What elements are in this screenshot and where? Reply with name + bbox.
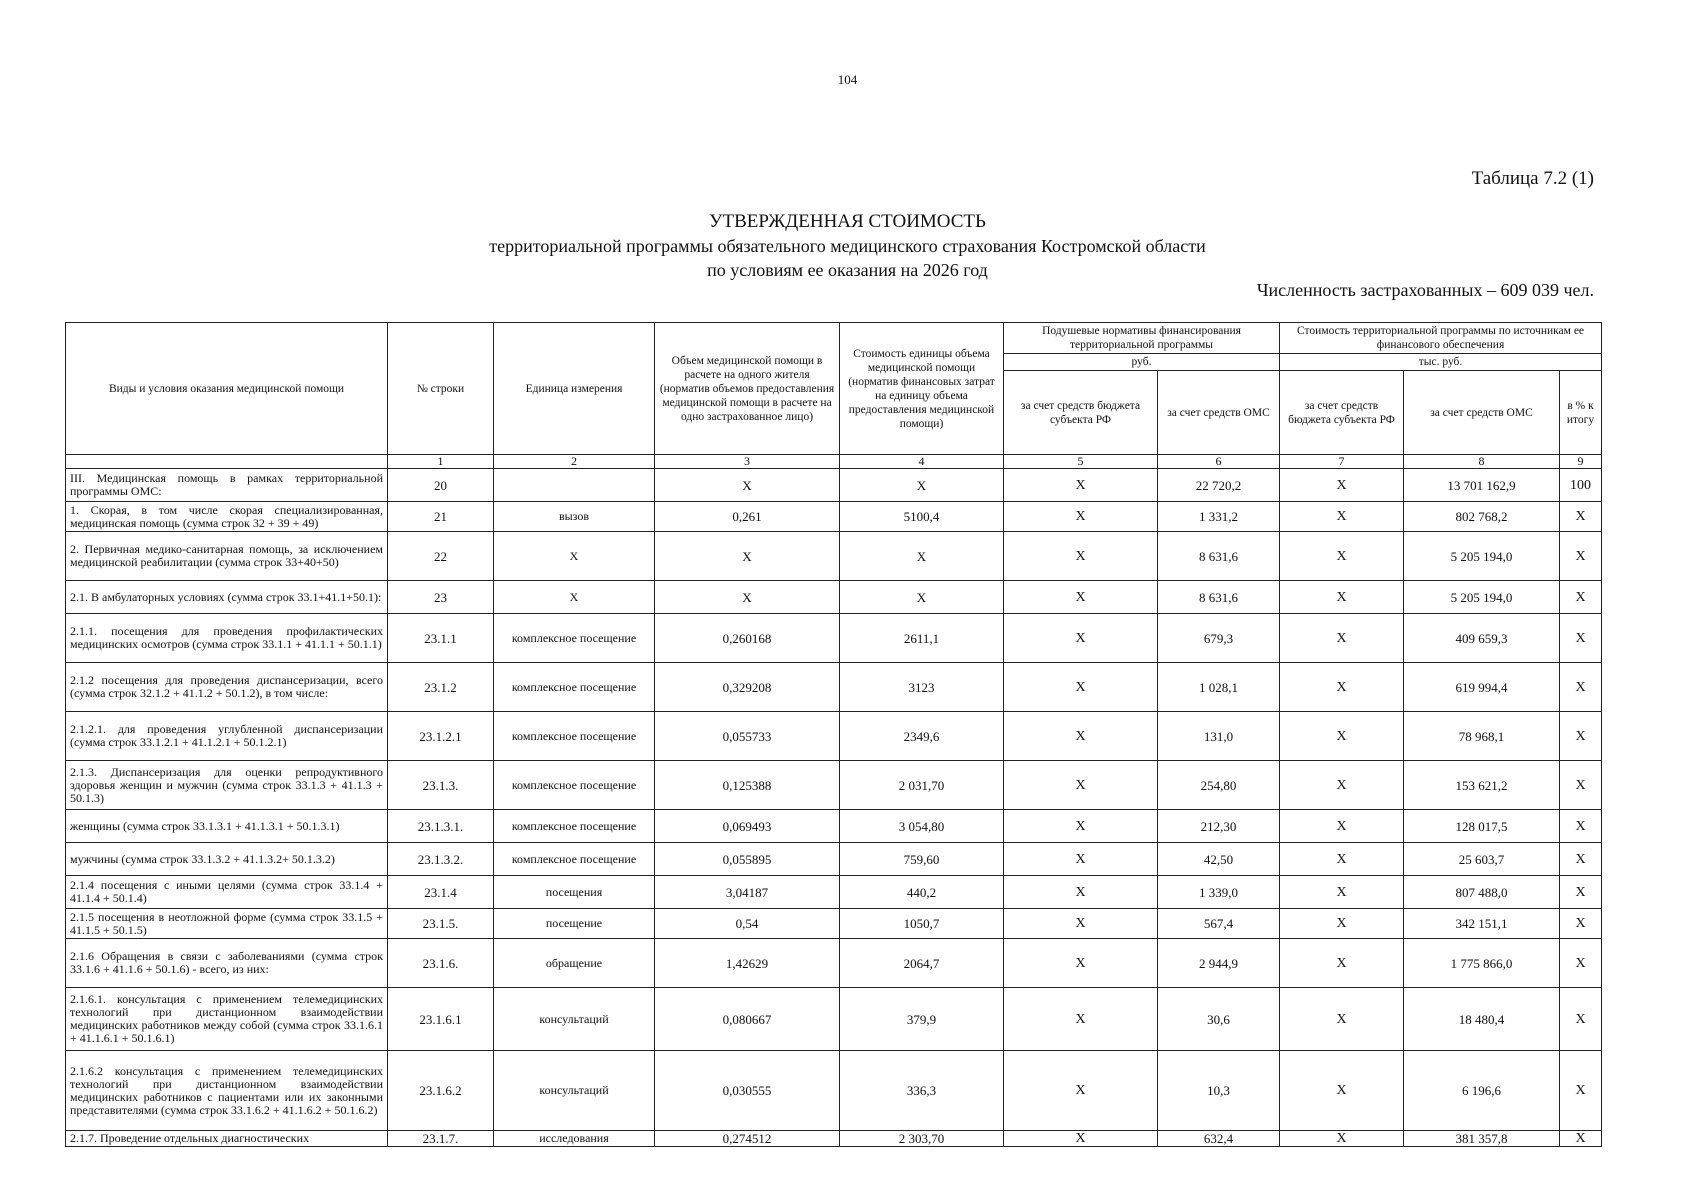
row-program-oms: 25 603,7: [1404, 843, 1560, 876]
row-program-oms: 381 357,8: [1404, 1131, 1560, 1147]
row-number: 23.1.4: [388, 876, 494, 909]
row-program-budget: X: [1280, 1051, 1404, 1131]
table-row: [66, 1051, 1602, 1131]
row-program-oms: 1 775 866,0: [1404, 939, 1560, 988]
header-program-percent: в % к итогу: [1560, 371, 1602, 455]
row-percapita-budget: X: [1004, 909, 1158, 939]
row-percapita-oms: 10,3: [1158, 1051, 1280, 1131]
row-program-oms: 13 701 162,9: [1404, 469, 1560, 502]
row-unit-cost: 440,2: [840, 876, 1004, 909]
row-name: 1. Скорая, в том числе скорая специализированная, медицинская помощь (сумма строк 32 + 39 + 49): [66, 502, 388, 532]
header-percapita: Подушевые нормативы финансирования территориальной программы: [1004, 323, 1280, 354]
row-number: 23.1.3.1.: [388, 810, 494, 843]
row-number: 23.1.3.2.: [388, 843, 494, 876]
row-percapita-budget: X: [1004, 1131, 1158, 1147]
row-program-oms: 409 659,3: [1404, 614, 1560, 663]
row-program-budget: X: [1280, 469, 1404, 502]
row-percapita-oms: 8 631,6: [1158, 581, 1280, 614]
row-program-budget: X: [1280, 1131, 1404, 1147]
table-row: [66, 909, 1602, 939]
table-row: [66, 502, 1602, 532]
table-header: [66, 323, 1602, 469]
row-number: 23.1.6.: [388, 939, 494, 988]
table-id: Таблица 7.2 (1): [1471, 168, 1594, 189]
row-percapita-oms: 22 720,2: [1158, 469, 1280, 502]
row-unit: консультаций: [494, 988, 655, 1051]
row-unit-cost: X: [840, 469, 1004, 502]
row-volume: 3,04187: [655, 876, 840, 909]
row-percapita-budget: X: [1004, 1051, 1158, 1131]
row-volume: X: [655, 581, 840, 614]
row-percapita-oms: 567,4: [1158, 909, 1280, 939]
row-program-percent: X: [1560, 939, 1602, 988]
row-unit: консультаций: [494, 1051, 655, 1131]
row-program-budget: X: [1280, 663, 1404, 712]
row-unit-cost: 759,60: [840, 843, 1004, 876]
table-row: [66, 581, 1602, 614]
row-percapita-budget: X: [1004, 502, 1158, 532]
table-row: [66, 614, 1602, 663]
row-percapita-oms: 254,80: [1158, 761, 1280, 810]
row-percapita-oms: 2 944,9: [1158, 939, 1280, 988]
row-name: 2.1.2.1. для проведения углубленной диспансеризации (сумма строк 33.1.2.1 + 41.1.2.1 + 50.1.2.1): [66, 712, 388, 761]
row-percapita-budget: X: [1004, 761, 1158, 810]
row-program-percent: X: [1560, 810, 1602, 843]
row-volume: 0,055733: [655, 712, 840, 761]
insured-count: Численность застрахованных – 609 039 чел.: [1256, 280, 1594, 300]
row-percapita-oms: 1 339,0: [1158, 876, 1280, 909]
row-number: 23.1.6.1: [388, 988, 494, 1051]
table-row: [66, 810, 1602, 843]
header-row-no: № строки: [388, 323, 494, 455]
row-program-budget: X: [1280, 532, 1404, 581]
row-program-oms: 6 196,6: [1404, 1051, 1560, 1131]
row-percapita-budget: X: [1004, 810, 1158, 843]
row-unit-cost: 2611,1: [840, 614, 1004, 663]
header-program-unit: тыс. руб.: [1280, 354, 1602, 371]
row-program-percent: X: [1560, 581, 1602, 614]
row-percapita-oms: 1 331,2: [1158, 502, 1280, 532]
row-program-budget: X: [1280, 909, 1404, 939]
row-name: 2.1.6 Обращения в связи с заболеваниями (сумма строк 33.1.6 + 41.1.6 + 50.1.6) - всего, из них:: [66, 939, 388, 988]
row-program-budget: X: [1280, 614, 1404, 663]
header-cost: Стоимость единицы объема медицинской помощи (норматив финансовых затрат на единицу объема предоставления медицинской помощи): [840, 323, 1004, 455]
column-number: 7: [1280, 455, 1404, 469]
row-number: 23.1.5.: [388, 909, 494, 939]
table-body: [66, 469, 1602, 1147]
row-name: 2.1.3. Диспансеризация для оценки репродуктивного здоровья женщин и мужчин (сумма строк 33.1.3 + 41.1.3 + 50.1.3): [66, 761, 388, 810]
row-unit: обращение: [494, 939, 655, 988]
row-percapita-budget: X: [1004, 614, 1158, 663]
row-unit: исследования: [494, 1131, 655, 1147]
column-number: 6: [1158, 455, 1280, 469]
row-number: 23.1.2.1: [388, 712, 494, 761]
row-percapita-oms: 8 631,6: [1158, 532, 1280, 581]
row-program-percent: X: [1560, 663, 1602, 712]
row-number: 21: [388, 502, 494, 532]
row-percapita-budget: X: [1004, 581, 1158, 614]
row-program-percent: X: [1560, 843, 1602, 876]
table-row: [66, 663, 1602, 712]
row-unit-cost: 3123: [840, 663, 1004, 712]
table-row: [66, 469, 1602, 502]
row-unit-cost: X: [840, 581, 1004, 614]
row-percapita-oms: 30,6: [1158, 988, 1280, 1051]
row-program-percent: X: [1560, 712, 1602, 761]
row-name: 2.1.1. посещения для проведения профилактических медицинских осмотров (сумма строк 33.1.1 + 41.1.1 + 50.1.1): [66, 614, 388, 663]
row-unit-cost: 3 054,80: [840, 810, 1004, 843]
row-percapita-budget: X: [1004, 663, 1158, 712]
row-program-oms: 342 151,1: [1404, 909, 1560, 939]
header-percapita-budget: за счет средств бюджета субъекта РФ: [1004, 371, 1158, 455]
row-percapita-budget: X: [1004, 988, 1158, 1051]
header-program-cost: Стоимость территориальной программы по источникам ее финансового обеспечения: [1280, 323, 1602, 354]
header-percapita-unit: руб.: [1004, 354, 1280, 371]
row-percapita-oms: 212,30: [1158, 810, 1280, 843]
table-row: [66, 1131, 1602, 1147]
row-unit: X: [494, 532, 655, 581]
cost-table: [65, 322, 1602, 1147]
header-program-budget: за счет средств бюджета субъекта РФ: [1280, 371, 1404, 455]
row-program-oms: 807 488,0: [1404, 876, 1560, 909]
row-name: 2.1.5 посещения в неотложной форме (сумма строк 33.1.5 + 41.1.5 + 50.1.5): [66, 909, 388, 939]
table-row: [66, 876, 1602, 909]
row-program-oms: 5 205 194,0: [1404, 581, 1560, 614]
row-program-percent: X: [1560, 761, 1602, 810]
row-program-percent: X: [1560, 1051, 1602, 1131]
row-number: 23.1.6.2: [388, 1051, 494, 1131]
row-program-budget: X: [1280, 581, 1404, 614]
row-number: 23.1.1: [388, 614, 494, 663]
row-program-budget: X: [1280, 502, 1404, 532]
column-number: 4: [840, 455, 1004, 469]
row-percapita-oms: 679,3: [1158, 614, 1280, 663]
row-program-percent: X: [1560, 502, 1602, 532]
row-unit: комплексное посещение: [494, 761, 655, 810]
row-volume: 0,080667: [655, 988, 840, 1051]
row-program-percent: X: [1560, 988, 1602, 1051]
row-unit-cost: 2 031,70: [840, 761, 1004, 810]
row-program-percent: X: [1560, 532, 1602, 581]
row-program-percent: 100: [1560, 469, 1602, 502]
row-program-percent: X: [1560, 1131, 1602, 1147]
row-program-oms: 78 968,1: [1404, 712, 1560, 761]
row-percapita-budget: X: [1004, 532, 1158, 581]
row-program-budget: X: [1280, 712, 1404, 761]
row-program-budget: X: [1280, 761, 1404, 810]
row-percapita-budget: X: [1004, 712, 1158, 761]
row-program-budget: X: [1280, 939, 1404, 988]
row-percapita-budget: X: [1004, 876, 1158, 909]
row-percapita-oms: 131,0: [1158, 712, 1280, 761]
row-unit-cost: 2349,6: [840, 712, 1004, 761]
row-program-budget: X: [1280, 810, 1404, 843]
row-number: 20: [388, 469, 494, 502]
row-unit: посещения: [494, 876, 655, 909]
header-volume: Объем медицинской помощи в расчете на одного жителя (норматив объемов предоставления медицинской помощи в расчете на одно застрахованное лицо): [655, 323, 840, 455]
row-volume: 0,055895: [655, 843, 840, 876]
row-percapita-oms: 42,50: [1158, 843, 1280, 876]
row-unit-cost: 379,9: [840, 988, 1004, 1051]
row-volume: 0,274512: [655, 1131, 840, 1147]
row-unit: посещение: [494, 909, 655, 939]
row-percapita-oms: 1 028,1: [1158, 663, 1280, 712]
row-program-oms: 128 017,5: [1404, 810, 1560, 843]
row-program-oms: 619 994,4: [1404, 663, 1560, 712]
table-row: [66, 939, 1602, 988]
row-program-percent: X: [1560, 909, 1602, 939]
row-volume: 0,069493: [655, 810, 840, 843]
column-number: 8: [1404, 455, 1560, 469]
row-volume: 0,125388: [655, 761, 840, 810]
row-program-oms: 18 480,4: [1404, 988, 1560, 1051]
row-unit-cost: 5100,4: [840, 502, 1004, 532]
row-unit: X: [494, 581, 655, 614]
row-volume: 0,54: [655, 909, 840, 939]
row-volume: 0,329208: [655, 663, 840, 712]
column-number: 2: [494, 455, 655, 469]
row-volume: X: [655, 469, 840, 502]
column-number: 5: [1004, 455, 1158, 469]
row-percapita-budget: X: [1004, 843, 1158, 876]
row-name: 2. Первичная медико-санитарная помощь, за исключением медицинской реабилитации (сумма строк 33+40+50): [66, 532, 388, 581]
row-name: 2.1.7. Проведение отдельных диагностических: [66, 1131, 388, 1147]
row-unit-cost: 2 303,70: [840, 1131, 1004, 1147]
row-unit: комплексное посещение: [494, 663, 655, 712]
title-block: [0, 210, 1695, 282]
row-percapita-budget: X: [1004, 939, 1158, 988]
row-program-oms: 5 205 194,0: [1404, 532, 1560, 581]
table-row: [66, 843, 1602, 876]
row-unit-cost: X: [840, 532, 1004, 581]
page-number: 104: [837, 72, 858, 87]
header-kind: Виды и условия оказания медицинской помощи: [66, 323, 388, 455]
row-volume: 1,42629: [655, 939, 840, 988]
column-number: 9: [1560, 455, 1602, 469]
row-number: 22: [388, 532, 494, 581]
row-program-oms: 153 621,2: [1404, 761, 1560, 810]
document-subtitle-line-2: по условиям ее оказания на 2026 год: [707, 260, 988, 280]
row-program-percent: X: [1560, 614, 1602, 663]
row-unit-cost: 336,3: [840, 1051, 1004, 1131]
table-row: [66, 532, 1602, 581]
row-number: 23.1.7.: [388, 1131, 494, 1147]
row-name: 2.1.4 посещения с иными целями (сумма строк 33.1.4 + 41.1.4 + 50.1.4): [66, 876, 388, 909]
row-program-budget: X: [1280, 843, 1404, 876]
column-number: [66, 455, 388, 469]
column-number: 1: [388, 455, 494, 469]
row-program-oms: 802 768,2: [1404, 502, 1560, 532]
row-program-percent: X: [1560, 876, 1602, 909]
row-name: 2.1.2 посещения для проведения диспансеризации, всего (сумма строк 32.1.2 + 41.1.2 + 50.1.2), в том числе:: [66, 663, 388, 712]
row-volume: 0,260168: [655, 614, 840, 663]
table-row: [66, 988, 1602, 1051]
row-number: 23.1.2: [388, 663, 494, 712]
row-program-budget: X: [1280, 988, 1404, 1051]
row-name: мужчины (сумма строк 33.1.3.2 + 41.1.3.2+ 50.1.3.2): [66, 843, 388, 876]
row-name: 2.1.6.1. консультация с применением телемедицинских технологий при дистанционном взаимодействии медицинских работников между собой (сумма строк 33.1.6.1 + 41.1.6.1 + 50.1.6.1): [66, 988, 388, 1051]
header-program-oms: за счет средств ОМС: [1404, 371, 1560, 455]
row-name: 2.1. В амбулаторных условиях (сумма строк 33.1+41.1+50.1):: [66, 581, 388, 614]
row-percapita-budget: X: [1004, 469, 1158, 502]
row-name: III. Медицинская помощь в рамках территориальной программы ОМС:: [66, 469, 388, 502]
row-unit: комплексное посещение: [494, 614, 655, 663]
document-subtitle-line-1: территориальной программы обязательного медицинского страхования Костромской области: [489, 236, 1206, 256]
document-title: УТВЕРЖДЕННАЯ СТОИМОСТЬ: [709, 211, 986, 232]
row-unit-cost: 1050,7: [840, 909, 1004, 939]
table-row: [66, 712, 1602, 761]
row-volume: 0,261: [655, 502, 840, 532]
row-name: 2.1.6.2 консультация с применением телемедицинских технологий при дистанционном взаимодействии медицинских работников с пациентами или их законными представителями (сумма строк 33.1.6.2 + 41.1.6.2 + 50.1.6.2): [66, 1051, 388, 1131]
column-number-row: [66, 455, 1602, 469]
row-volume: X: [655, 532, 840, 581]
row-unit: [494, 469, 655, 502]
header-percapita-oms: за счет средств ОМС: [1158, 371, 1280, 455]
header-unit: Единица измерения: [494, 323, 655, 455]
row-unit: комплексное посещение: [494, 843, 655, 876]
table-row: [66, 761, 1602, 810]
row-percapita-oms: 632,4: [1158, 1131, 1280, 1147]
row-program-budget: X: [1280, 876, 1404, 909]
row-unit: вызов: [494, 502, 655, 532]
row-unit-cost: 2064,7: [840, 939, 1004, 988]
row-volume: 0,030555: [655, 1051, 840, 1131]
row-number: 23.1.3.: [388, 761, 494, 810]
row-number: 23: [388, 581, 494, 614]
row-unit: комплексное посещение: [494, 810, 655, 843]
row-unit: комплексное посещение: [494, 712, 655, 761]
row-name: женщины (сумма строк 33.1.3.1 + 41.1.3.1 + 50.1.3.1): [66, 810, 388, 843]
column-number: 3: [655, 455, 840, 469]
